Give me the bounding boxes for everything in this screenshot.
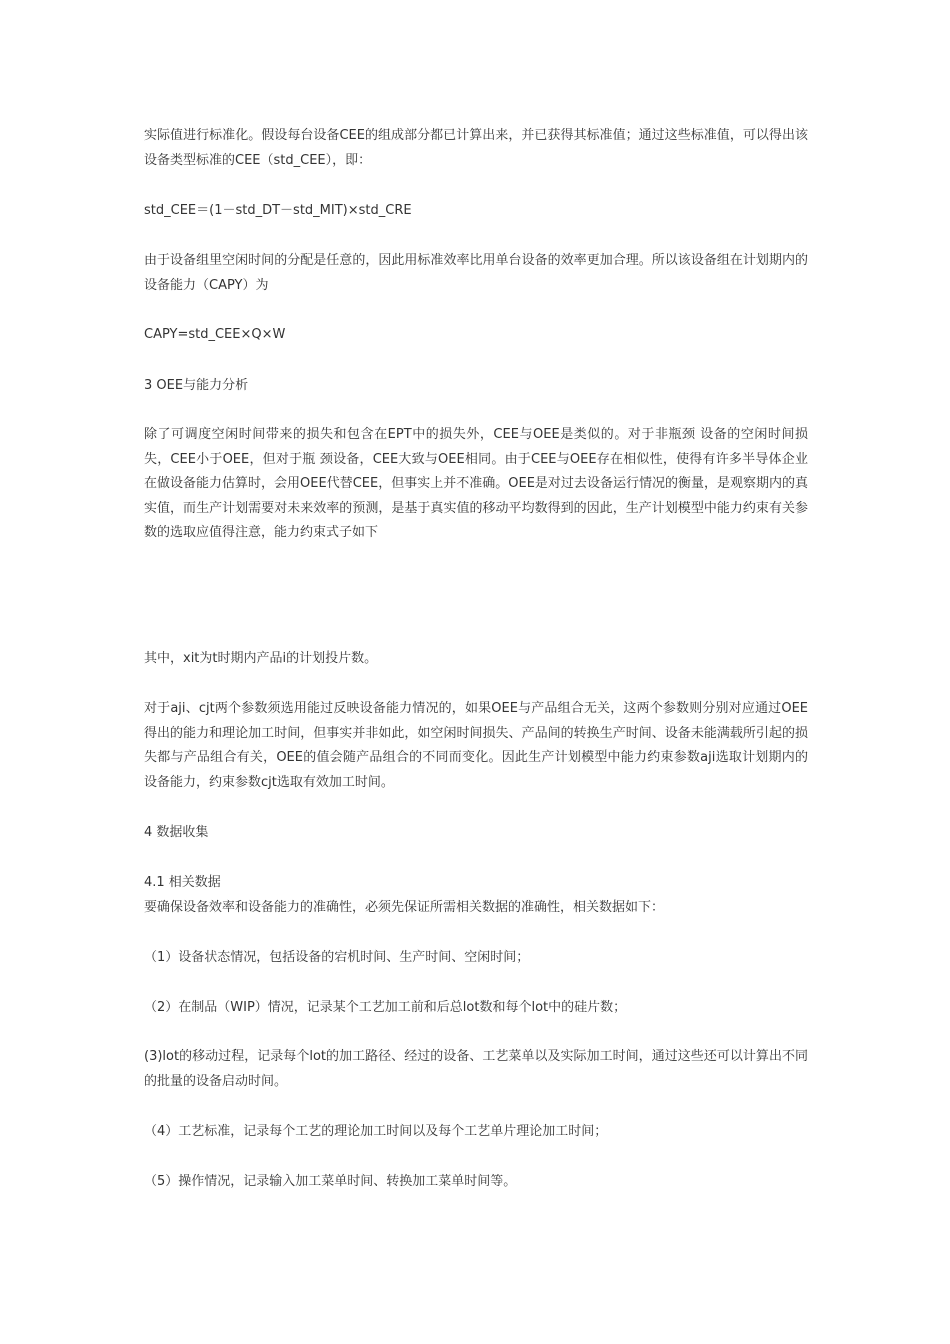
formula-std-cee: std_CEE＝(1－std_DT－std_MIT)×std_CRE: [144, 203, 412, 218]
list-item-5: （5）操作情况，记录输入加工菜单时间、转换加工菜单时间等。: [144, 1174, 517, 1189]
heading-section-4-1: 4.1 相关数据: [144, 875, 221, 890]
paragraph-aji-cjt: 对于aji、cjt两个参数须选用能过反映设备能力情况的，如果OEE与产品组合无关，这两个参数则分别对应通过OEE得出的能力和理论加工时间，但事实并非如此，如空闲时间损失、产品间的转换生产时间、设备未能满载所引起的损失都与产品组合有关，OEE的值会随产品组合的不同而变化。因此生产计划模型中能力约束参数aji选取计划期内的设备能力，约束参数cjt选取有效加工时间。: [144, 701, 808, 790]
list-item-1: （1）设备状态情况，包括设备的宕机时间、生产时间、空闲时间；: [144, 950, 530, 965]
formula-capy: CAPY=std_CEE×Q×W: [144, 327, 286, 342]
list-item-2: （2）在制品（WIP）情况，记录某个工艺加工前和后总lot数和每个lot中的硅片数；: [144, 1000, 627, 1015]
paragraph-data-intro: 要确保设备效率和设备能力的准确性，必须先保证所需相关数据的准确性，相关数据如下：: [144, 900, 665, 915]
heading-section-3: 3 OEE与能力分析: [144, 378, 249, 393]
heading-section-4: 4 数据收集: [144, 825, 209, 840]
list-item-3: (3)lot的移动过程，记录每个lot的加工路径、经过的设备、工艺菜单以及实际加工时间，通过这些还可以计算出不同的批量的设备启动时间。: [144, 1049, 808, 1089]
list-item-4: （4）工艺标准，记录每个工艺的理论加工时间以及每个工艺单片理论加工时间；: [144, 1124, 608, 1139]
paragraph-capy-intro: 由于设备组里空闲时间的分配是任意的，因此用标准效率比用单台设备的效率更加合理。所以该设备组在计划期内的设备能力（CAPY）为: [144, 253, 808, 293]
paragraph-std-cee-intro: 实际值进行标准化。假设每台设备CEE的组成部分都已计算出来，并已获得其标准值；通过这些标准值，可以得出该设备类型标准的CEE（std_CEE），即：: [144, 128, 808, 168]
paragraph-xit-definition: 其中，xit为t时期内产品i的计划投片数。: [144, 651, 378, 666]
paragraph-oee-cee: 除了可调度空闲时间带来的损失和包含在EPT中的损失外，CEE与OEE是类似的。对于非瓶颈 设备的空闲时间损失，CEE小于OEE，但对于瓶 颈设备，CEE大致与OEE相同。由于CEE与OEE存在相似性，使得有许多半导体企业在做设备能力估算时，会用OEE代替CEE，但事实上并不准确。OEE是对过去设备运行情况的衡量，是观察期内的真实值，而生产计划需要对未来效率的预测，是基于真实值的移动平均数得到的因此，生产计划模型中能力约束有关参数的选取应值得注意，能力约束式子如下: [144, 427, 808, 540]
